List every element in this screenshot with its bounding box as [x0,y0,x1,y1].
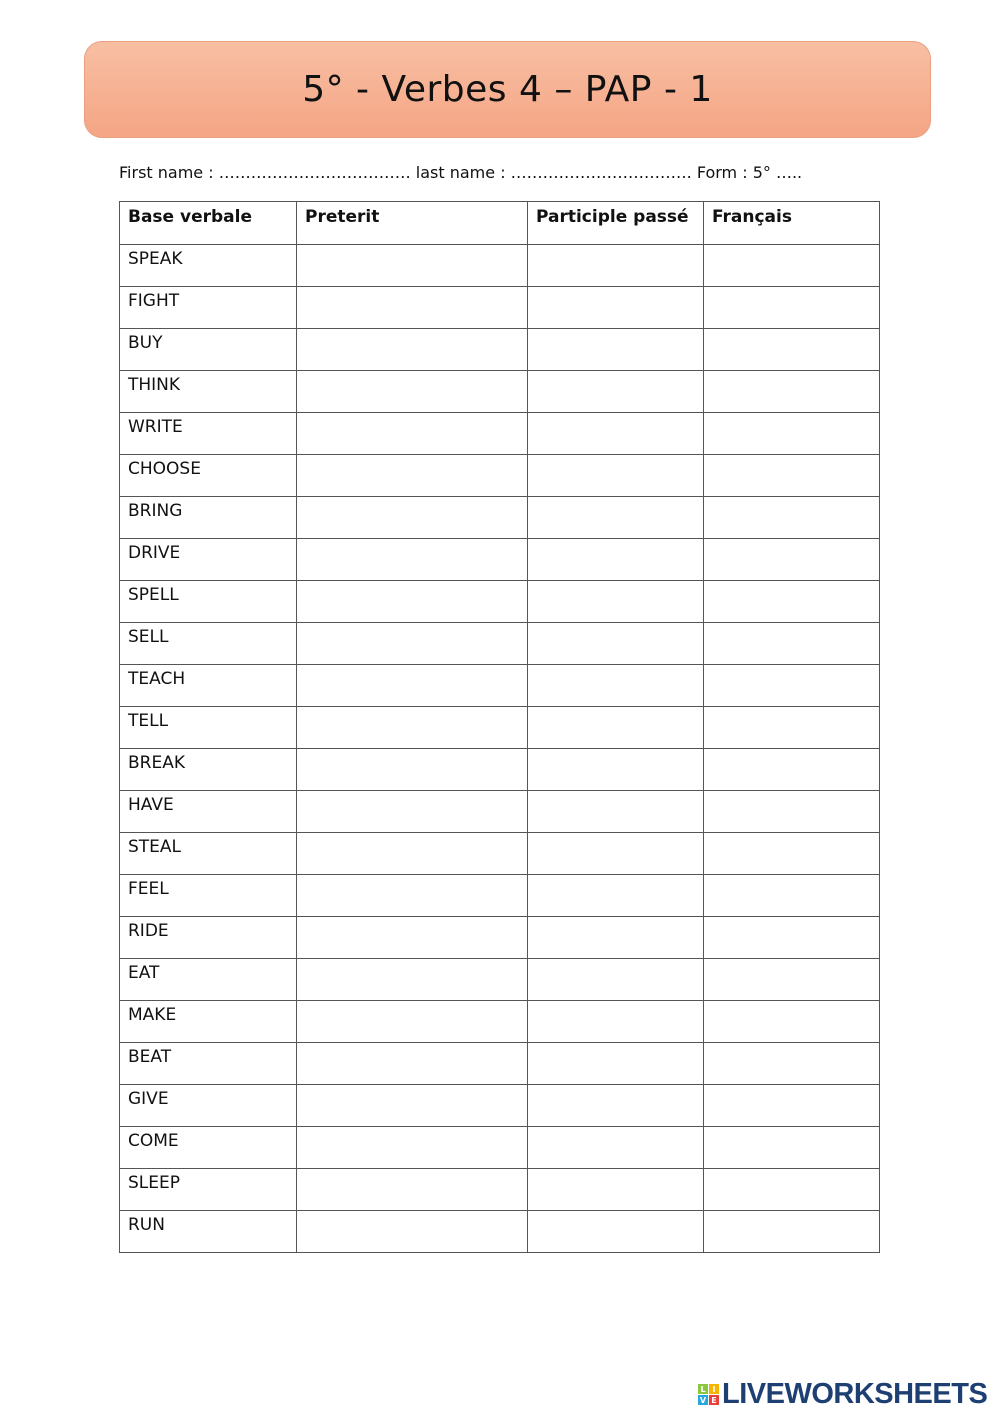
preterit-cell [297,749,528,791]
francais-cell [704,917,880,959]
participle-passe-input[interactable] [528,1085,703,1126]
preterit-cell [297,1001,528,1043]
participle-passe-input[interactable] [528,1043,703,1084]
participle-passe-cell [528,707,704,749]
participle-passe-input[interactable] [528,749,703,790]
francais-input[interactable] [704,581,879,622]
table-row [120,287,880,329]
participle-passe-cell [528,623,704,665]
verb-cell: BUY [120,329,297,371]
verb-cell: SLEEP [120,1169,297,1211]
page-title: 5° - Verbes 4 – PAP - 1 [302,69,713,110]
francais-input[interactable] [704,455,879,496]
francais-input[interactable] [704,1127,879,1168]
preterit-input[interactable] [297,245,527,286]
logo-tile: L [698,1384,708,1394]
francais-input[interactable] [704,245,879,286]
participle-passe-cell [528,329,704,371]
student-info-line: First name : ……………………………… last name : ……………………………. Form : 5° ….. [119,163,803,182]
participle-passe-input[interactable] [528,623,703,664]
participle-passe-cell [528,1085,704,1127]
francais-input[interactable] [704,917,879,958]
table-row [120,749,880,791]
participle-passe-input[interactable] [528,497,703,538]
francais-cell [704,287,880,329]
francais-cell [704,245,880,287]
francais-input[interactable] [704,413,879,454]
preterit-input[interactable] [297,1169,527,1210]
preterit-input[interactable] [297,833,527,874]
francais-cell [704,1127,880,1169]
preterit-cell [297,707,528,749]
francais-cell [704,623,880,665]
francais-input[interactable] [704,707,879,748]
table-row [120,875,880,917]
participle-passe-cell [528,791,704,833]
preterit-input[interactable] [297,581,527,622]
verb-cell: BREAK [120,749,297,791]
verbs-table [119,201,880,1253]
table-row [120,917,880,959]
francais-input[interactable] [704,497,879,538]
preterit-cell [297,1211,528,1253]
francais-input[interactable] [704,1043,879,1084]
preterit-input[interactable] [297,371,527,412]
verb-cell: RIDE [120,917,297,959]
francais-cell [704,1001,880,1043]
preterit-cell [297,1085,528,1127]
participle-passe-cell [528,1001,704,1043]
francais-cell [704,791,880,833]
verb-cell: DRIVE [120,539,297,581]
preterit-input[interactable] [297,539,527,580]
preterit-input[interactable] [297,1001,527,1042]
participle-passe-cell [528,287,704,329]
preterit-cell [297,455,528,497]
table-row [120,791,880,833]
title-banner [84,41,931,138]
preterit-cell [297,1043,528,1085]
francais-cell [704,959,880,1001]
table-row [120,329,880,371]
verb-cell: FIGHT [120,287,297,329]
francais-input[interactable] [704,749,879,790]
participle-passe-input[interactable] [528,413,703,454]
preterit-input[interactable] [297,455,527,496]
participle-passe-cell [528,413,704,455]
participle-passe-input[interactable] [528,329,703,370]
table-row [120,1169,880,1211]
table-row [120,245,880,287]
logo-tile: E [709,1395,719,1405]
verb-cell: EAT [120,959,297,1001]
preterit-cell [297,875,528,917]
preterit-cell [297,413,528,455]
preterit-input[interactable] [297,665,527,706]
francais-input[interactable] [704,371,879,412]
participle-passe-input[interactable] [528,833,703,874]
table-row [120,1211,880,1253]
participle-passe-input[interactable] [528,707,703,748]
table-row [120,707,880,749]
preterit-cell [297,245,528,287]
participle-passe-input[interactable] [528,959,703,1000]
logo-tile: V [699,1395,707,1405]
participle-passe-cell [528,1127,704,1169]
participle-passe-cell [528,1043,704,1085]
verb-cell: CHOOSE [120,455,297,497]
francais-input[interactable] [704,1211,879,1252]
verb-cell: GIVE [120,1085,297,1127]
francais-cell [704,539,880,581]
table-row [120,1043,880,1085]
verb-cell: RUN [120,1211,297,1253]
francais-input[interactable] [704,1085,879,1126]
table-row [120,413,880,455]
participle-passe-cell [528,917,704,959]
preterit-input[interactable] [297,329,527,370]
table-row [120,665,880,707]
francais-cell [704,1043,880,1085]
verb-cell: WRITE [120,413,297,455]
verb-cell: SELL [120,623,297,665]
francais-input[interactable] [704,791,879,832]
header-preterit: Preterit [297,202,528,245]
liveworksheets-logo [698,1378,987,1411]
header-participle-passe: Participle passé [528,202,704,245]
francais-input[interactable] [704,539,879,580]
logo-text: LIVEWORKSHEETS [722,1378,988,1410]
francais-cell [704,665,880,707]
francais-cell [704,707,880,749]
preterit-cell [297,833,528,875]
preterit-cell [297,623,528,665]
preterit-cell [297,959,528,1001]
logo-tiles-icon [698,1384,719,1405]
participle-passe-cell [528,1211,704,1253]
participle-passe-input[interactable] [528,665,703,706]
participle-passe-input[interactable] [528,455,703,496]
preterit-input[interactable] [297,1127,527,1168]
participle-passe-cell [528,539,704,581]
francais-input[interactable] [704,1001,879,1042]
francais-input[interactable] [704,875,879,916]
francais-cell [704,413,880,455]
verb-cell: SPELL [120,581,297,623]
participle-passe-input[interactable] [528,539,703,580]
preterit-input[interactable] [297,875,527,916]
table-row [120,1127,880,1169]
table-row [120,959,880,1001]
preterit-input[interactable] [297,749,527,790]
verb-cell: TEACH [120,665,297,707]
table-row [120,581,880,623]
verb-cell: COME [120,1127,297,1169]
participle-passe-input[interactable] [528,875,703,916]
participle-passe-cell [528,833,704,875]
verb-cell: FEEL [120,875,297,917]
francais-input[interactable] [704,287,879,328]
preterit-input[interactable] [297,1085,527,1126]
francais-cell [704,371,880,413]
verb-cell: THINK [120,371,297,413]
table-row [120,1085,880,1127]
francais-input[interactable] [704,959,879,1000]
table-row [120,833,880,875]
francais-cell [704,833,880,875]
participle-passe-cell [528,959,704,1001]
participle-passe-cell [528,1169,704,1211]
francais-input[interactable] [704,833,879,874]
verb-cell: TELL [120,707,297,749]
preterit-input[interactable] [297,287,527,328]
francais-input[interactable] [704,665,879,706]
preterit-cell [297,917,528,959]
table-row [120,1001,880,1043]
participle-passe-input[interactable] [528,1169,703,1210]
header-francais: Français [704,202,880,245]
francais-cell [704,749,880,791]
participle-passe-input[interactable] [528,917,703,958]
participle-passe-cell [528,371,704,413]
verb-cell: HAVE [120,791,297,833]
francais-cell [704,455,880,497]
verb-cell: MAKE [120,1001,297,1043]
table-row [120,623,880,665]
participle-passe-cell [528,875,704,917]
verb-cell: BEAT [120,1043,297,1085]
preterit-input[interactable] [297,1043,527,1084]
table-row [120,539,880,581]
participle-passe-input[interactable] [528,791,703,832]
francais-cell [704,581,880,623]
francais-cell [704,1211,880,1253]
preterit-input[interactable] [297,791,527,832]
verb-cell: STEAL [120,833,297,875]
verb-cell: BRING [120,497,297,539]
francais-cell [704,497,880,539]
preterit-cell [297,371,528,413]
logo-tile: I [709,1384,719,1394]
preterit-cell [297,1127,528,1169]
participle-passe-cell [528,245,704,287]
participle-passe-cell [528,749,704,791]
preterit-cell [297,791,528,833]
table-row [120,455,880,497]
preterit-cell [297,665,528,707]
preterit-cell [297,287,528,329]
preterit-cell [297,1169,528,1211]
participle-passe-input[interactable] [528,1211,703,1252]
preterit-input[interactable] [297,917,527,958]
participle-passe-cell [528,455,704,497]
participle-passe-input[interactable] [528,287,703,328]
francais-cell [704,329,880,371]
preterit-input[interactable] [297,497,527,538]
francais-cell [704,1169,880,1211]
preterit-input[interactable] [297,707,527,748]
participle-passe-input[interactable] [528,371,703,412]
participle-passe-input[interactable] [528,1001,703,1042]
francais-input[interactable] [704,623,879,664]
francais-input[interactable] [704,1169,879,1210]
francais-cell [704,875,880,917]
participle-passe-cell [528,665,704,707]
preterit-input[interactable] [297,413,527,454]
table-header-row [120,202,880,245]
francais-cell [704,1085,880,1127]
participle-passe-cell [528,581,704,623]
preterit-cell [297,329,528,371]
participle-passe-input[interactable] [528,581,703,622]
table-row [120,371,880,413]
verb-cell: SPEAK [120,245,297,287]
participle-passe-input[interactable] [528,245,703,286]
preterit-cell [297,539,528,581]
header-base-verbale: Base verbale [120,202,297,245]
preterit-input[interactable] [297,623,527,664]
preterit-input[interactable] [297,1211,527,1252]
preterit-input[interactable] [297,959,527,1000]
francais-input[interactable] [704,329,879,370]
preterit-cell [297,497,528,539]
participle-passe-input[interactable] [528,1127,703,1168]
preterit-cell [297,581,528,623]
participle-passe-cell [528,497,704,539]
table-row [120,497,880,539]
